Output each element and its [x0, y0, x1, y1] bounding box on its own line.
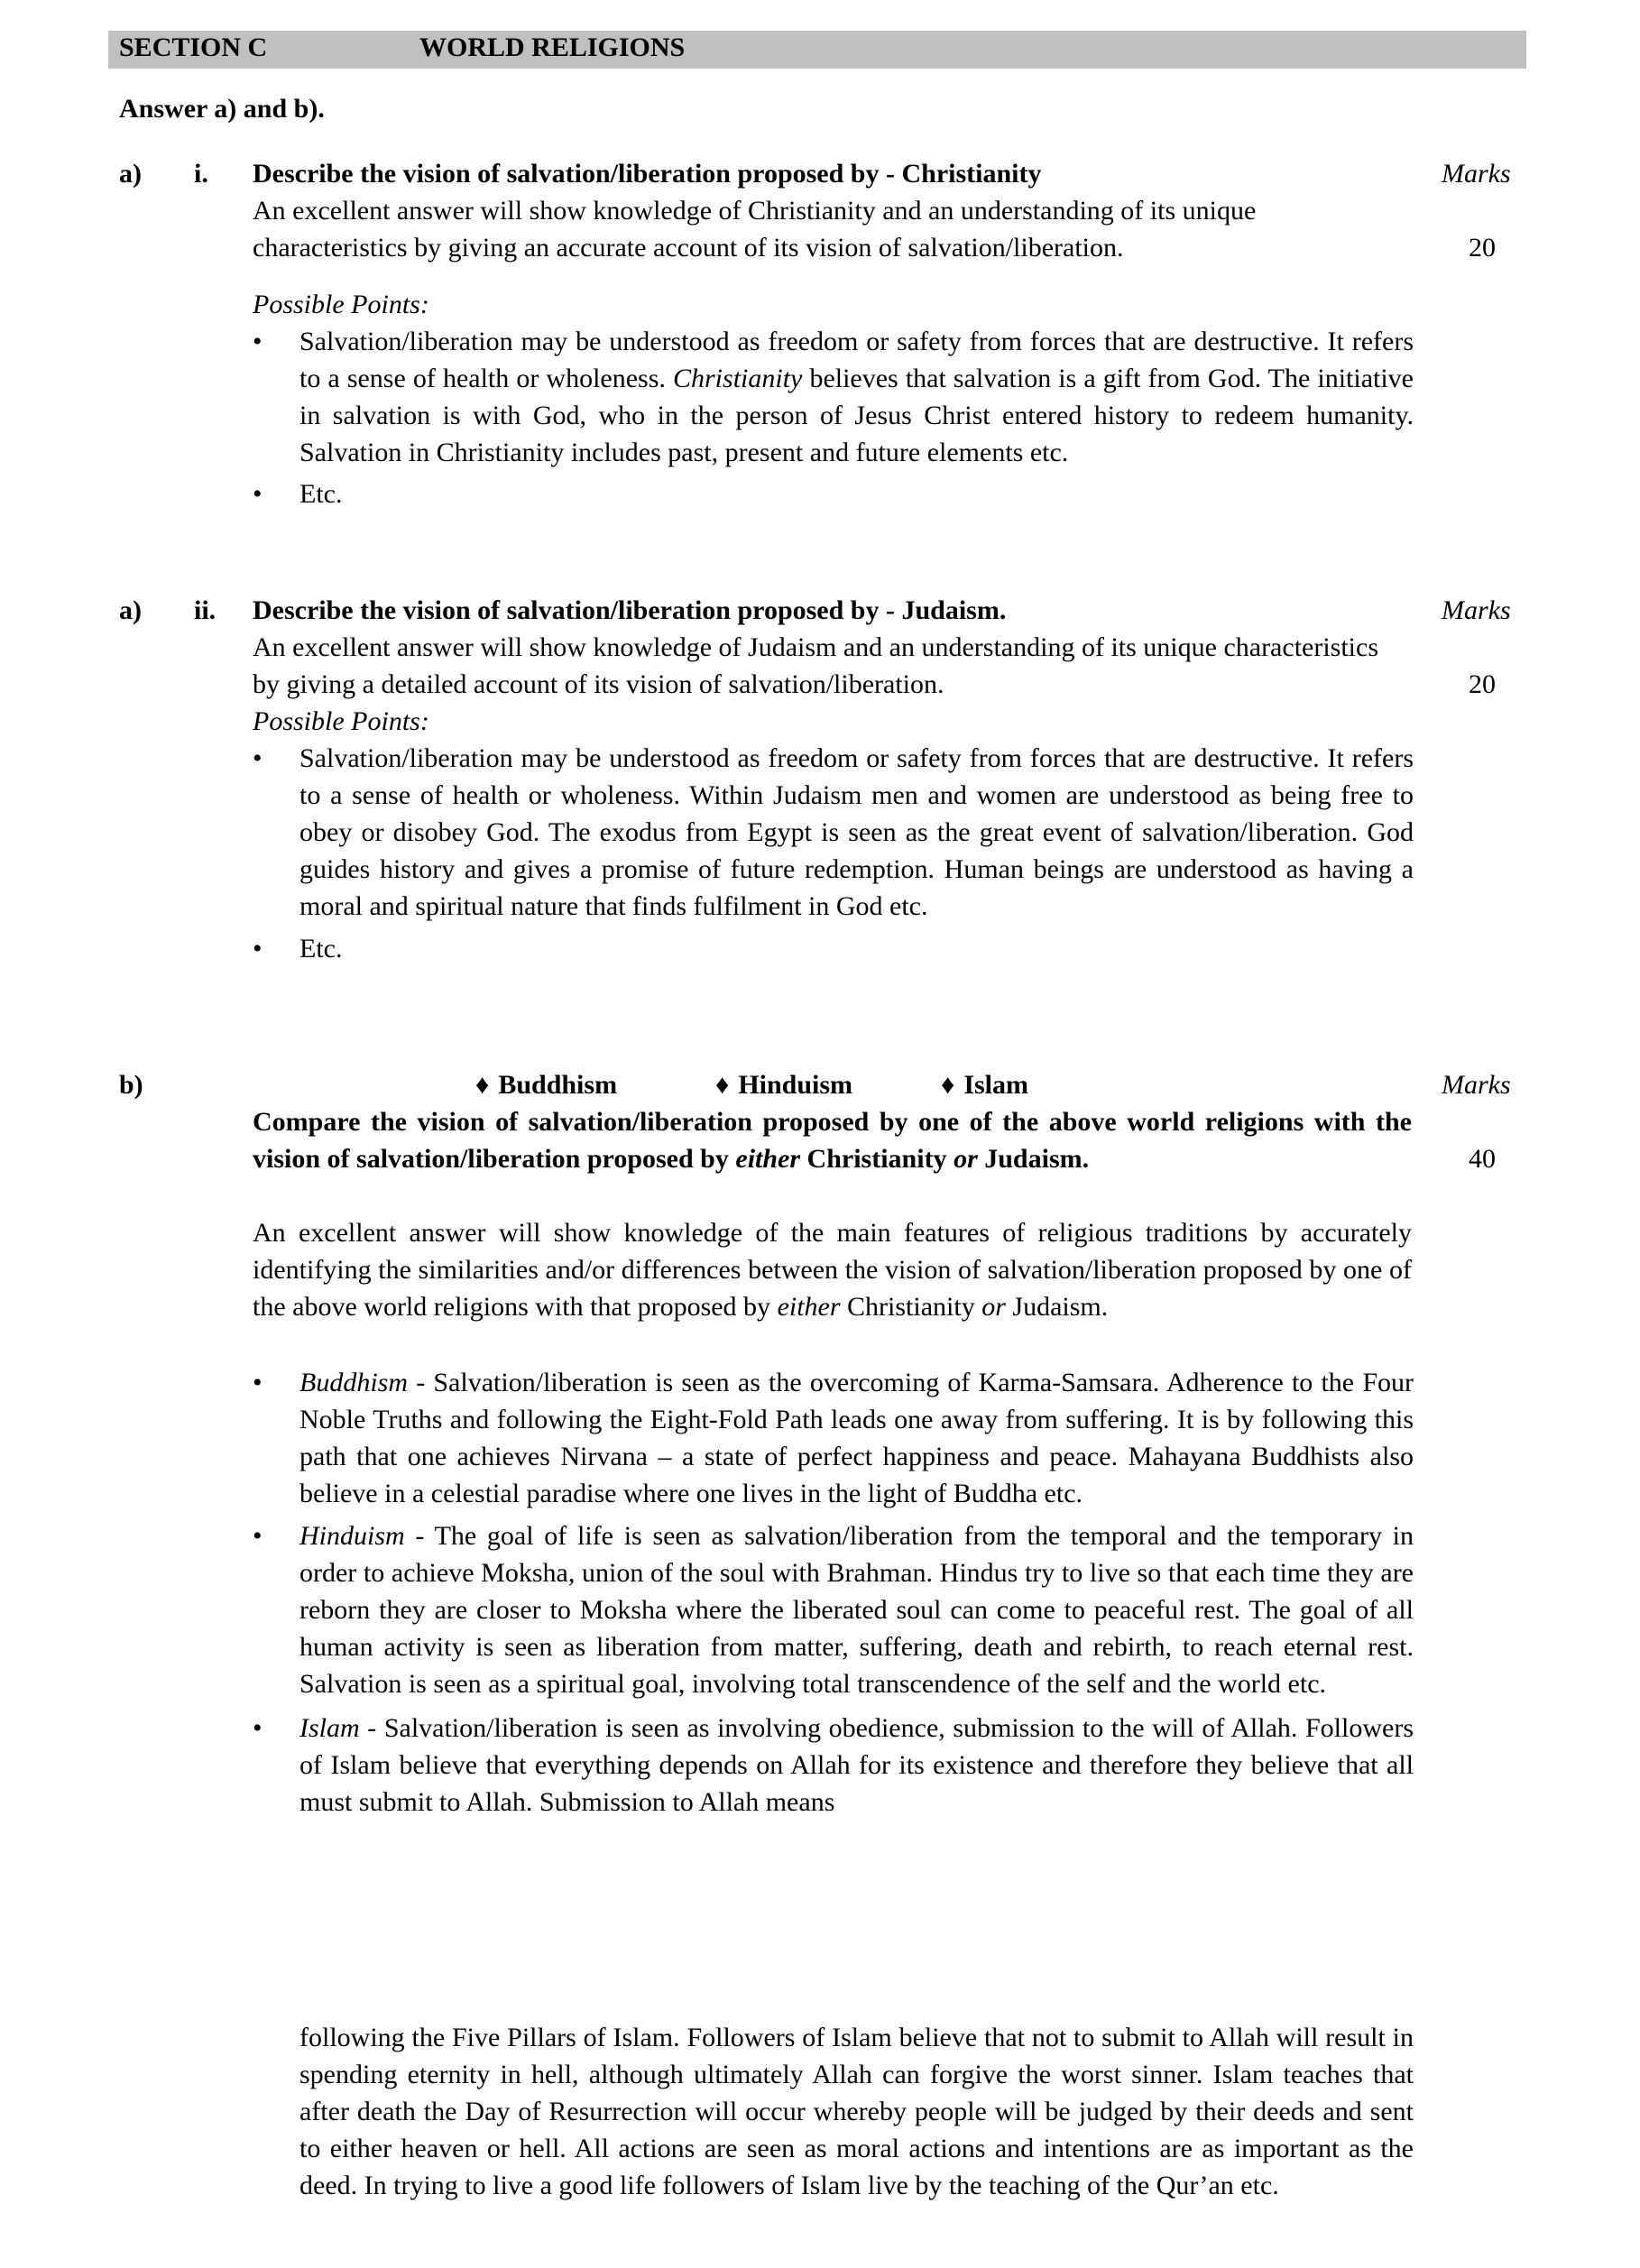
option-label: Hinduism [738, 1070, 853, 1100]
bullet-text [299, 1517, 1414, 1702]
task-either: either [735, 1144, 801, 1174]
criteria-either: either [777, 1292, 841, 1322]
option-hinduism [715, 1066, 852, 1103]
list-item [253, 930, 1414, 967]
bullet-text [299, 1364, 1414, 1512]
religion-name: Islam [299, 1713, 360, 1743]
religion-name: Hinduism [299, 1521, 405, 1551]
diamond-icon: ♦ [475, 1070, 490, 1100]
bullet-text-segment: - Salvation/liberation is seen as involving obedience, submission to the will of Allah. Followers of Islam believe that everything depends on Allah for its existence and therefore they believe that all must submit to Allah. Submission to Allah means [299, 1713, 1414, 1817]
question-b-points-list [253, 1364, 1414, 1821]
list-item [253, 323, 1414, 471]
question-a-i-heading: Describe the vision of salvation/liberation proposed by - Christianity [253, 159, 1042, 189]
list-item-hinduism [253, 1517, 1414, 1702]
section-title: WORLD RELIGIONS [419, 32, 686, 62]
bullet-text-segment: - Salvation/liberation is seen as the overcoming of Karma-Samsara. Adherence to the Four Noble Truths and following the Eight-Fold Path leads one away from suffering. It is by following this path that one achieves Nirvana – a state of perfect happiness and peace. Mahayana Buddhists also believe in a celestial paradise where one lives in the light of Buddha etc. [299, 1368, 1414, 1508]
criteria-segment: Christianity [840, 1292, 982, 1322]
task-segment: Christianity [800, 1144, 954, 1174]
marks-column-header: Marks [1442, 159, 1511, 189]
list-item-islam [253, 1710, 1414, 1821]
question-a-i-marks-value: 20 [1469, 233, 1496, 263]
criteria-segment: An excellent answer will show knowledge of the main features of religious traditions by accurately identifying the similarities and/or differences between the vision of salvation/liberation proposed by one of the above world religions with that proposed by [253, 1218, 1412, 1322]
islam-point-continuation: following the Five Pillars of Islam. Followers of Islam believe that not to submit to Allah will result in spending eternity in hell, although ultimately Allah can forgive the worst sinner. Islam teaches that after death the Day of Resurrection will occur whereby people will be judged by their deeds and sent to either heaven or hell. All actions are seen as moral actions and intentions are as important as the deed. In trying to live a good life followers of Islam live by the teaching of the Qur’an etc. [299, 2023, 1414, 2200]
marks-column-header: Marks [1442, 595, 1511, 625]
bullet-icon: • [253, 1713, 263, 1743]
option-buddhism [475, 1066, 617, 1103]
question-b-marks-value: 40 [1469, 1144, 1496, 1174]
question-b-task [253, 1103, 1412, 1177]
list-item [253, 740, 1414, 925]
diamond-icon: ♦ [941, 1070, 955, 1100]
task-or: or [954, 1144, 978, 1174]
bullet-icon: • [253, 934, 263, 963]
option-label: Buddhism [498, 1070, 618, 1100]
option-label: Islam [963, 1070, 1028, 1100]
question-a-i-part-label: a) [119, 159, 142, 189]
possible-points-heading: Possible Points: [253, 706, 429, 736]
marks-column-header: Marks [1442, 1070, 1511, 1100]
criteria-segment: Judaism. [1005, 1292, 1109, 1322]
question-a-i-criteria: An excellent answer will show knowledge of Christianity and an understanding of its unique characteristics by giving an accurate account of its vision of salvation/liberation. [253, 196, 1257, 263]
question-b-criteria [253, 1214, 1412, 1325]
question-a-ii-criteria: An excellent answer will show knowledge of Judaism and an understanding of its unique characteristics by giving a detailed account of its vision of salvation/liberation. [253, 632, 1379, 699]
bullet-icon: • [253, 1521, 263, 1551]
section-header-bar [108, 31, 1526, 69]
question-a-ii-part-label: a) [119, 595, 142, 625]
task-segment: Judaism. [977, 1144, 1090, 1174]
bullet-icon: • [253, 1368, 263, 1397]
bullet-text [299, 323, 1414, 471]
criteria-or: or [981, 1292, 1006, 1322]
bullet-text-italic-term: Christianity [673, 364, 803, 393]
bullet-text: Etc. [299, 479, 343, 509]
bullet-text-segment: - The goal of life is seen as salvation/liberation from the temporal and the temporary in order to achieve Moksha, union of the soul with Brahman. Hindus try to live so that each time they are reborn they are closer to Moksha where the liberated soul can come to peaceful rest. The goal of all human activity is seen as liberation from matter, suffering, death and rebirth, to reach eternal rest. Salvation is seen as a spiritual goal, involving total transcendence of the self and the world etc. [299, 1521, 1414, 1699]
list-item-buddhism [253, 1364, 1414, 1512]
answer-instruction: Answer a) and b). [119, 94, 325, 124]
bullet-text: Etc. [299, 934, 343, 963]
bullet-text-segment: believes that salvation is a gift from God. The initiative in salvation is with God, who in the person of Jesus Christ entered history to redeem humanity. Salvation in Christianity includes past, present and future elements etc. [299, 364, 1414, 467]
question-a-ii-marks-value: 20 [1469, 669, 1496, 699]
question-a-ii-numeral: ii. [194, 595, 217, 625]
bullet-icon: • [253, 743, 263, 773]
question-a-i-points-list [253, 323, 1414, 512]
bullet-icon: • [253, 479, 263, 509]
bullet-text-segment: Salvation/liberation may be understood as freedom or safety from forces that are destructive. It refers to a sense of health or wholeness. [299, 327, 1414, 393]
option-islam [941, 1066, 1028, 1103]
question-a-ii-points-list [253, 740, 1414, 967]
question-a-ii-heading: Describe the vision of salvation/liberation proposed by - Judaism. [253, 595, 1007, 625]
diamond-icon: ♦ [715, 1070, 730, 1100]
question-b-part-label: b) [119, 1070, 143, 1100]
bullet-text [299, 1710, 1414, 1821]
possible-points-heading: Possible Points: [253, 290, 429, 319]
bullet-text: Salvation/liberation may be understood as freedom or safety from forces that are destructive. It refers to a sense of health or wholeness. Within Judaism men and women are understood as being free to obey or disobey God. The exodus from Egypt is seen as the great event of salvation/liberation. God guides history and gives a promise of future redemption. Human beings are understood as having a moral and spiritual nature that finds fulfilment in God etc. [299, 743, 1414, 921]
question-a-i-numeral: i. [194, 159, 208, 189]
bullet-icon: • [253, 327, 263, 356]
list-item [253, 475, 1414, 512]
task-segment: Compare the vision of salvation/liberation proposed by one of the above world religions with the vision of salvation/liberation proposed by [253, 1107, 1412, 1174]
religion-name: Buddhism [299, 1368, 408, 1397]
section-label: SECTION C [119, 32, 268, 62]
